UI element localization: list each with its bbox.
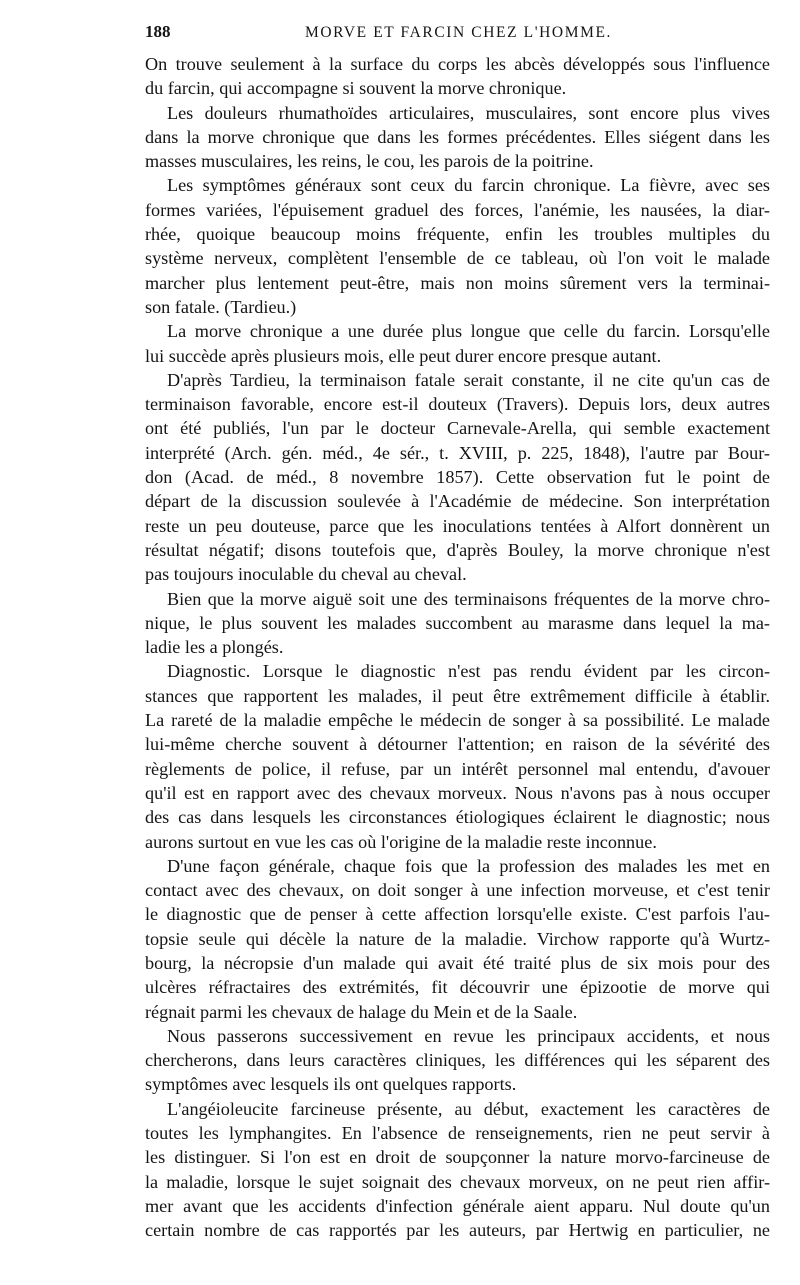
text-line: mer avant que les accidents d'infection générale aient apparu. Nul doute qu'un xyxy=(145,1195,770,1216)
text-line: qu'il est en rapport avec des chevaux morveux. Nous n'avons pas à nous occuper xyxy=(145,782,770,803)
text-line: bourg, la nécropsie d'un malade qui avait été traité plus de six mois pour des xyxy=(145,952,770,973)
text-line: la maladie, lorsque le sujet soignait des chevaux morveux, on ne peut rien affir- xyxy=(145,1171,770,1192)
text-line: lui succède après plusieurs mois, elle peut durer encore presque autant. xyxy=(145,345,662,366)
text-line: L'angéioleucite farcineuse présente, au début, exactement les caractères de xyxy=(167,1098,770,1119)
text-line: stances que rapportent les malades, il peut être extrêmement difficile à établir. xyxy=(145,685,770,706)
text-line: du farcin, qui accompagne si souvent la morve chronique. xyxy=(145,78,567,99)
text-line: La rareté de la maladie empêche le médecin de songer à sa possibilité. Le malade xyxy=(145,710,770,731)
text-line: contact avec des chevaux, on doit songer à une infection morveuse, et c'est tenir xyxy=(145,880,770,901)
text-line: Les douleurs rhumathoïdes articulaires, musculaires, sont encore plus vives xyxy=(167,102,770,123)
text-line: Diagnostic. Lorsque le diagnostic n'est pas rendu évident par les circon- xyxy=(167,661,770,682)
text-line: marcher plus lentement peut-être, mais non moins sûrement vers la terminai- xyxy=(145,272,770,293)
text-line: régnait parmi les chevaux de halage du Mein et de la Saale. xyxy=(145,1001,578,1022)
page-header xyxy=(145,22,770,46)
text-line: Les symptômes généraux sont ceux du farcin chronique. La fièvre, avec ses xyxy=(167,175,770,196)
text-line: ulcères réfractaires des extrémités, fit découvrir une épizootie de morve qui xyxy=(145,977,770,998)
text-line: formes variées, l'épuisement graduel des forces, l'anémie, les nausées, la diar- xyxy=(145,199,770,220)
text-line: reste un peu douteuse, parce que les inoculations tentées à Alfort donnèrent un xyxy=(145,515,770,536)
text-line: départ de la discussion soulevée à l'Académie de médecine. Son interprétation xyxy=(145,491,770,512)
text-line: interprété (Arch. gén. méd., 4e sér., t. XVIII, p. 225, 1848), l'autre par Bour- xyxy=(145,442,770,463)
text-line: Bien que la morve aiguë soit une des terminaisons fréquentes de la morve chro- xyxy=(167,588,770,609)
text-line: résultat négatif; disons toutefois que, d'après Bouley, la morve chronique n'est xyxy=(145,539,770,560)
text-line: aurons surtout en vue les cas où l'origine de la maladie reste inconnue. xyxy=(145,831,657,852)
body-text xyxy=(145,52,770,1243)
text-line: des cas dans lesquels les circonstances étiologiques éclairent le diagnostic; nous xyxy=(145,807,770,828)
text-line: symptômes avec lesquels ils ont quelques rapports. xyxy=(145,1074,517,1095)
text-line: son fatale. (Tardieu.) xyxy=(145,296,297,317)
text-line: lui-même cherche souvent à détourner l'attention; en raison de la sévérité des xyxy=(145,734,770,755)
text-line: terminaison favorable, encore est-il douteux (Travers). Depuis lors, deux autres xyxy=(145,394,770,415)
text-line: pas toujours inoculable du cheval au cheval. xyxy=(145,564,467,585)
text-line: ont été publiés, l'un par le docteur Carnevale-Arella, qui semble exactement xyxy=(145,418,770,439)
text-line: nique, le plus souvent les malades succombent au marasme dans lequel la ma- xyxy=(145,612,770,633)
text-line: système nerveux, complètent l'ensemble de ce tableau, où l'on voit le malade xyxy=(145,248,770,269)
text-line: dans la morve chronique que dans les formes précédentes. Elles siégent dans les xyxy=(145,126,770,147)
text-line: le diagnostic que de penser à cette affection lorsqu'elle existe. C'est parfois l'au- xyxy=(145,904,770,925)
text-line: toutes les lymphangites. En l'absence de renseignements, rien ne peut servir à xyxy=(145,1123,770,1144)
text-line: Nous passerons successivement en revue les principaux accidents, et nous xyxy=(167,1025,770,1046)
text-line: D'après Tardieu, la terminaison fatale serait constante, il ne cite qu'un cas de xyxy=(167,369,770,390)
text-line: don (Acad. de méd., 8 novembre 1857). Cette observation fut le point de xyxy=(145,467,770,488)
text-line: les distinguer. Si l'on est en droit de soupçonner la nature morvo-farcineuse de xyxy=(145,1147,770,1168)
text-line: masses musculaires, les reins, le cou, les parois de la poitrine. xyxy=(145,151,594,172)
book-page xyxy=(145,22,770,1243)
text-line: chercherons, dans leurs caractères cliniques, les différences qui les séparent des xyxy=(145,1050,770,1071)
text-line: On trouve seulement à la surface du corps les abcès développés sous l'influence xyxy=(145,54,770,74)
text-line: rhée, quoique beaucoup moins fréquente, enfin les troubles multiples du xyxy=(145,224,770,245)
page-number: 188 xyxy=(145,22,171,41)
running-head: MORVE ET FARCIN CHEZ L'HOMME. xyxy=(305,24,613,41)
text-line: certain nombre de cas rapportés par les auteurs, par Hertwig en particulier, ne xyxy=(145,1220,770,1241)
text-line: topsie seule qui décèle la nature de la maladie. Virchow rapporte qu'à Wurtz- xyxy=(145,928,770,949)
text-line: ladie les a plongés. xyxy=(145,637,284,658)
text-line: règlements de police, il refuse, par un intérêt personnel mal entendu, d'avouer xyxy=(145,758,770,779)
text-line: D'une façon générale, chaque fois que la profession des malades les met en xyxy=(167,855,770,876)
text-line: La morve chronique a une durée plus longue que celle du farcin. Lorsqu'elle xyxy=(167,321,770,342)
